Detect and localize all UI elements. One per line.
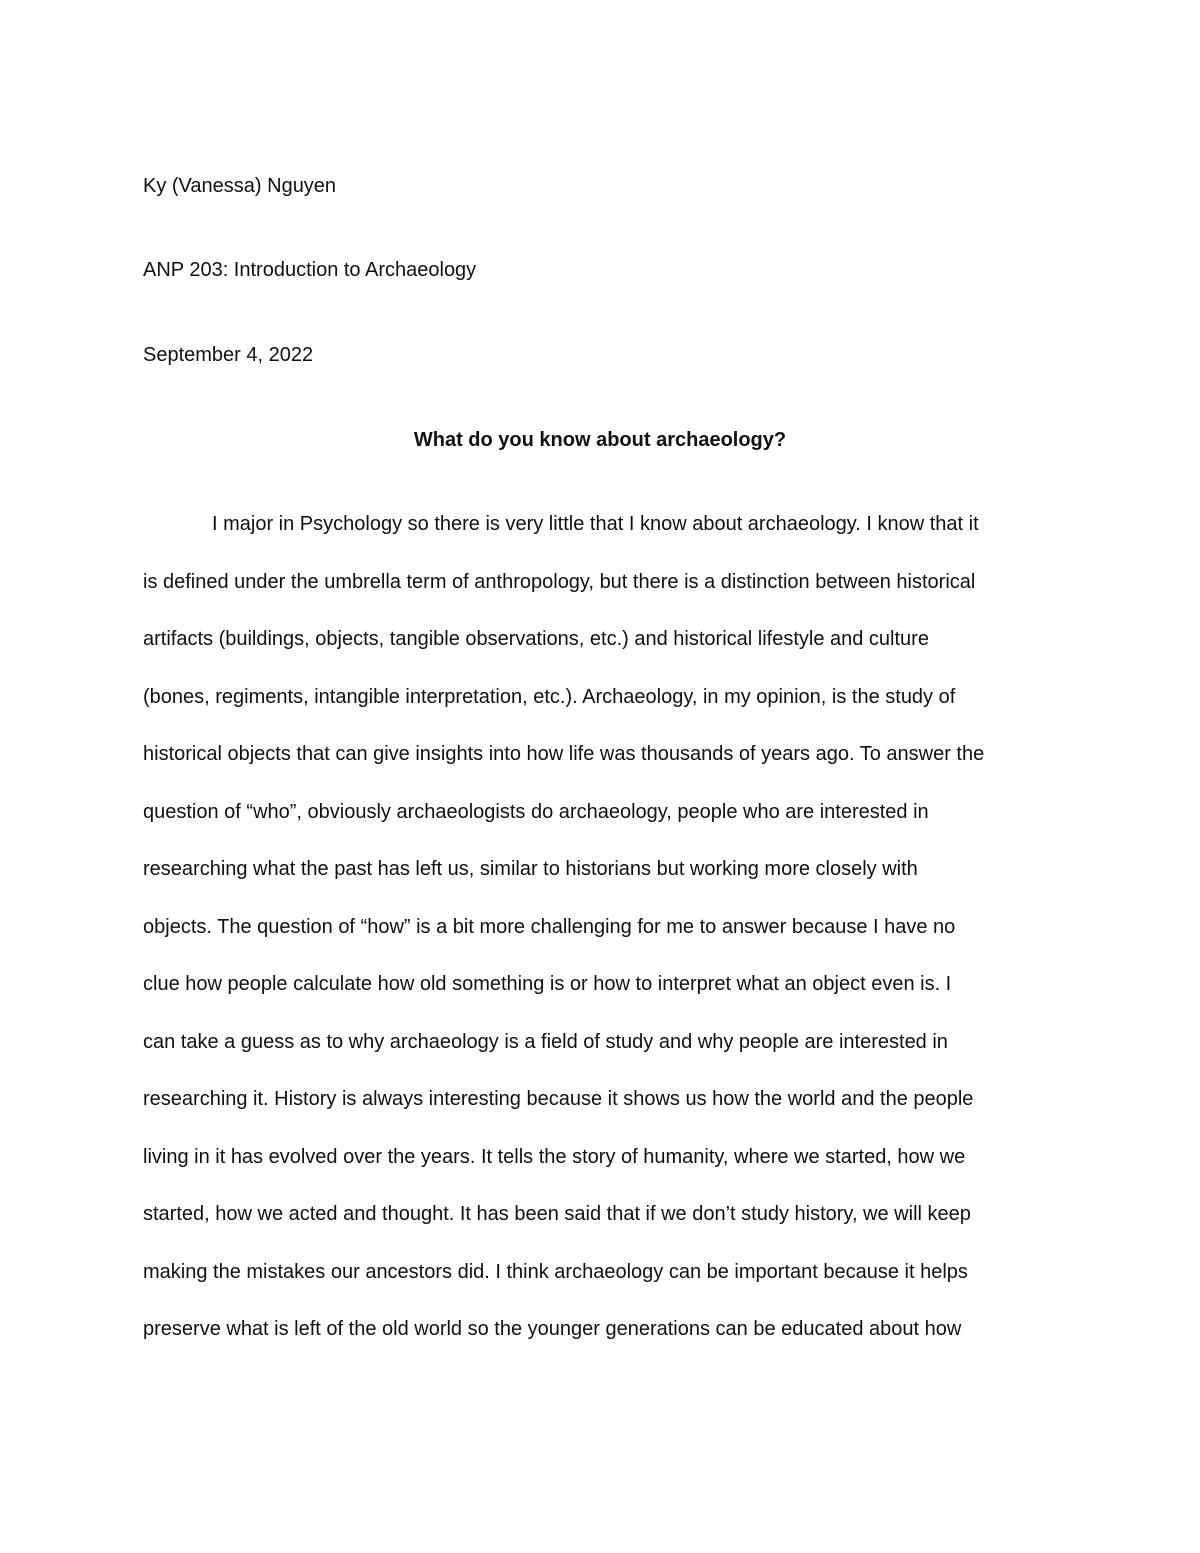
body-line: I major in Psychology so there is very little that I know about archaeology. I know that it <box>212 513 979 535</box>
body-line: researching it. History is always interesting because it shows us how the world and the people <box>143 1088 974 1110</box>
body-line: (bones, regiments, intangible interpretation, etc.). Archaeology, in my opinion, is the study of <box>143 686 956 708</box>
body-line: question of “who”, obviously archaeologists do archaeology, people who are interested in <box>143 801 929 823</box>
body-line: historical objects that can give insights into how life was thousands of years ago. To answer the <box>143 743 985 765</box>
body-line: started, how we acted and thought. It has been said that if we don’t study history, we will keep <box>143 1203 971 1225</box>
body-line: can take a guess as to why archaeology is a field of study and why people are interested in <box>143 1031 948 1053</box>
author-name: Ky (Vanessa) Nguyen <box>143 175 337 197</box>
body-line: living in it has evolved over the years. It tells the story of humanity, where we started, how we <box>143 1146 966 1168</box>
body-line: preserve what is left of the old world so the younger generations can be educated about how <box>143 1318 962 1340</box>
body-line: artifacts (buildings, objects, tangible observations, etc.) and historical lifestyle and culture <box>143 628 929 650</box>
document-date: September 4, 2022 <box>143 344 314 366</box>
essay-title: What do you know about archaeology? <box>413 429 787 451</box>
body-line: researching what the past has left us, similar to historians but working more closely with <box>143 858 918 880</box>
body-line: objects. The question of “how” is a bit more challenging for me to answer because I have no <box>143 916 956 938</box>
body-line: clue how people calculate how old something is or how to interpret what an object even is. I <box>143 973 952 995</box>
course-name: ANP 203: Introduction to Archaeology <box>143 259 477 281</box>
body-line: making the mistakes our ancestors did. I think archaeology can be important because it helps <box>143 1261 968 1283</box>
body-line: is defined under the umbrella term of anthropology, but there is a distinction between historical <box>143 571 976 593</box>
